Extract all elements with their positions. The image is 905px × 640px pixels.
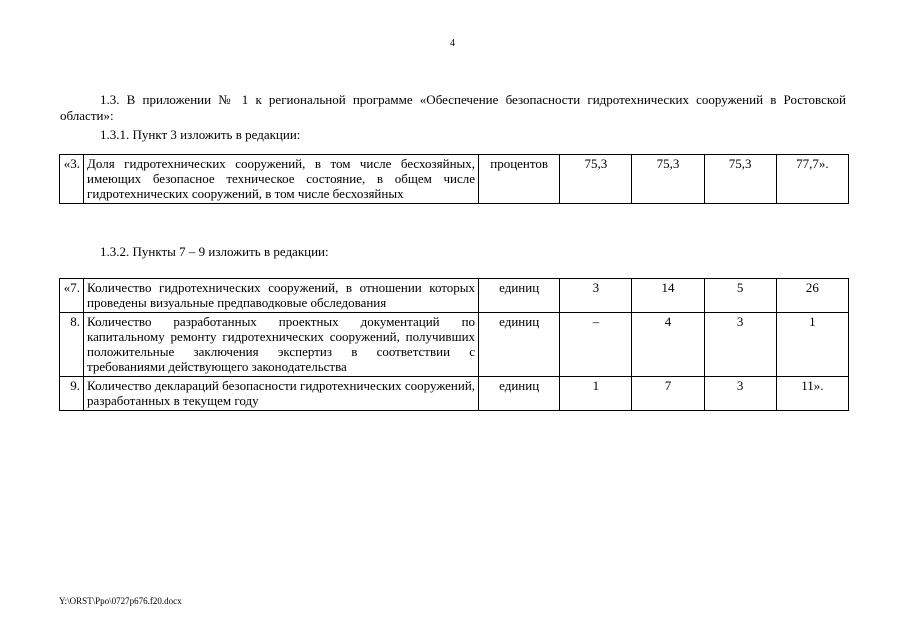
paragraph-1-3-1: 1.3.1. Пункт 3 изложить в редакции: <box>100 127 301 142</box>
value-cell: 75,3 <box>704 155 776 204</box>
value-cell: 1 <box>776 313 848 377</box>
unit-cell: единиц <box>479 377 560 411</box>
indicator-table-points-7-9 <box>59 278 849 411</box>
table-row <box>60 313 849 377</box>
page-number: 4 <box>450 38 455 49</box>
value-cell: 3 <box>704 313 776 377</box>
unit-cell: процентов <box>479 155 560 204</box>
unit-cell: единиц <box>479 279 560 313</box>
value-cell: 3 <box>704 377 776 411</box>
value-cell: 75,3 <box>632 155 704 204</box>
table-row <box>60 155 849 204</box>
value-cell: – <box>560 313 632 377</box>
unit-cell: единиц <box>479 313 560 377</box>
value-cell: 75,3 <box>560 155 632 204</box>
value-cell: 3 <box>560 279 632 313</box>
indicator-name: Количество деклараций безопасности гидротехнических сооружений, разработанных в текущем году <box>84 377 479 411</box>
value-cell: 7 <box>632 377 704 411</box>
value-cell: 11». <box>776 377 848 411</box>
value-cell: 1 <box>560 377 632 411</box>
table-row <box>60 279 849 313</box>
value-cell: 77,7». <box>776 155 848 204</box>
value-cell: 26 <box>776 279 848 313</box>
paragraph-1-3: 1.3. В приложении № 1 к региональной программе «Обеспечение безопасности гидротехнических сооружений в Ростовской области»: <box>60 92 846 123</box>
table-row <box>60 377 849 411</box>
indicator-name: Количество гидротехнических сооружений, в отношении которых проведены визуальные предпаводковые обследования <box>84 279 479 313</box>
row-number: «7. <box>60 279 84 313</box>
indicator-name: Доля гидротехнических сооружений, в том числе бесхозяйных, имеющих безопасное техническое состояние, в общем числе гидротехнических сооружений, в том числе бесхозяйных <box>84 155 479 204</box>
value-cell: 14 <box>632 279 704 313</box>
value-cell: 4 <box>632 313 704 377</box>
row-number: «3. <box>60 155 84 204</box>
value-cell: 5 <box>704 279 776 313</box>
indicator-name: Количество разработанных проектных документаций по капитальному ремонту гидротехнических сооружений, получивших положительные заключения экспертиз в соответствии с требованиями действующего законодательства <box>84 313 479 377</box>
paragraph-1-3-2: 1.3.2. Пункты 7 – 9 изложить в редакции: <box>100 244 329 259</box>
file-path-footer: Y:\ORST\Ppo\0727p676.f20.docx <box>59 596 182 606</box>
indicator-table-point-3 <box>59 154 849 204</box>
row-number: 8. <box>60 313 84 377</box>
row-number: 9. <box>60 377 84 411</box>
